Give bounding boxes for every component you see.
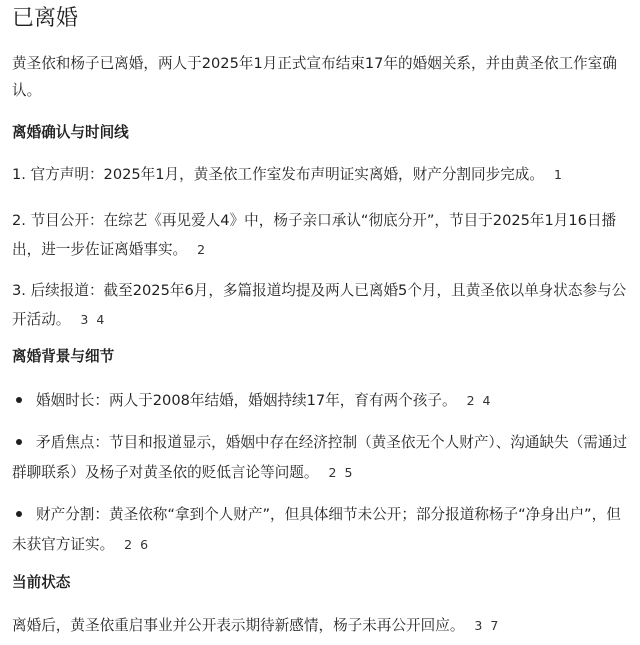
citation-link[interactable]: 4 bbox=[96, 312, 105, 327]
background-item-1 bbox=[12, 386, 630, 416]
answer-title: 已离婚 bbox=[12, 6, 79, 31]
intro-paragraph: 黄圣依和杨子已离婚，两人于2025年1月正式宣布结束17年的婚姻关系，并由黄圣依工作室确认。 bbox=[12, 55, 617, 99]
timeline-heading: 离婚确认与时间线 bbox=[12, 124, 129, 141]
citation-link[interactable]: 3 bbox=[80, 312, 89, 327]
background-heading: 离婚背景与细节 bbox=[12, 348, 115, 365]
citation-link[interactable]: 1 bbox=[554, 167, 562, 182]
bullet-dot-icon bbox=[16, 511, 22, 517]
citation-link[interactable]: 3 bbox=[474, 618, 483, 633]
background-item-2 bbox=[12, 428, 630, 488]
background-item-1-text: 婚姻时长：两人于2008年结婚，婚姻持续17年，育有两个孩子。 bbox=[36, 392, 457, 409]
background-item-2-text: 矛盾焦点：节目和报道显示，婚姻中存在经济控制（黄圣依无个人财产）、沟通缺失（需通过群聊联系）及杨子对黄圣依的贬低言论等问题。 bbox=[12, 434, 628, 481]
background-item-3-text: 财产分割：黄圣依称“拿到个人财产”，但具体细节未公开；部分报道称杨子“净身出户”，但未获官方证实。 bbox=[12, 506, 621, 553]
citation-link[interactable]: 2 bbox=[124, 537, 133, 552]
citation-link[interactable]: 2 bbox=[197, 242, 206, 257]
timeline-item-2 bbox=[12, 206, 630, 264]
citation-link[interactable]: 2 bbox=[466, 393, 475, 408]
background-item-3 bbox=[12, 500, 630, 560]
citation-link[interactable]: 2 bbox=[328, 465, 337, 480]
timeline-item-2-text: 2. 节目公开：在综艺《再见爱人4》中，杨子亲口承认“彻底分开”，节目于2025年1月16日播出，进一步佐证离婚事实。 bbox=[12, 212, 617, 258]
status-text: 离婚后，黄圣依重启事业并公开表示期待新感情，杨子未再公开回应。 bbox=[12, 617, 465, 634]
citation-link[interactable]: 4 bbox=[482, 393, 491, 408]
timeline-item-3 bbox=[12, 276, 630, 334]
bullet-dot-icon bbox=[16, 439, 22, 445]
timeline-item-3-text: 3. 后续报道：截至2025年6月，多篇报道均提及两人已离婚5个月，且黄圣依以单身状态参与公开活动。 bbox=[12, 282, 627, 328]
citation-link[interactable]: 6 bbox=[140, 537, 149, 552]
citation-link[interactable]: 7 bbox=[490, 618, 499, 633]
status-heading: 当前状态 bbox=[12, 574, 71, 591]
bullet-dot-icon bbox=[16, 397, 22, 403]
timeline-item-1-text: 1. 官方声明：2025年1月，黄圣依工作室发布声明证实离婚，财产分割同步完成。 bbox=[12, 166, 544, 183]
citation-link[interactable]: 5 bbox=[344, 465, 353, 480]
timeline-item-1 bbox=[12, 160, 630, 189]
status-paragraph bbox=[12, 611, 630, 640]
